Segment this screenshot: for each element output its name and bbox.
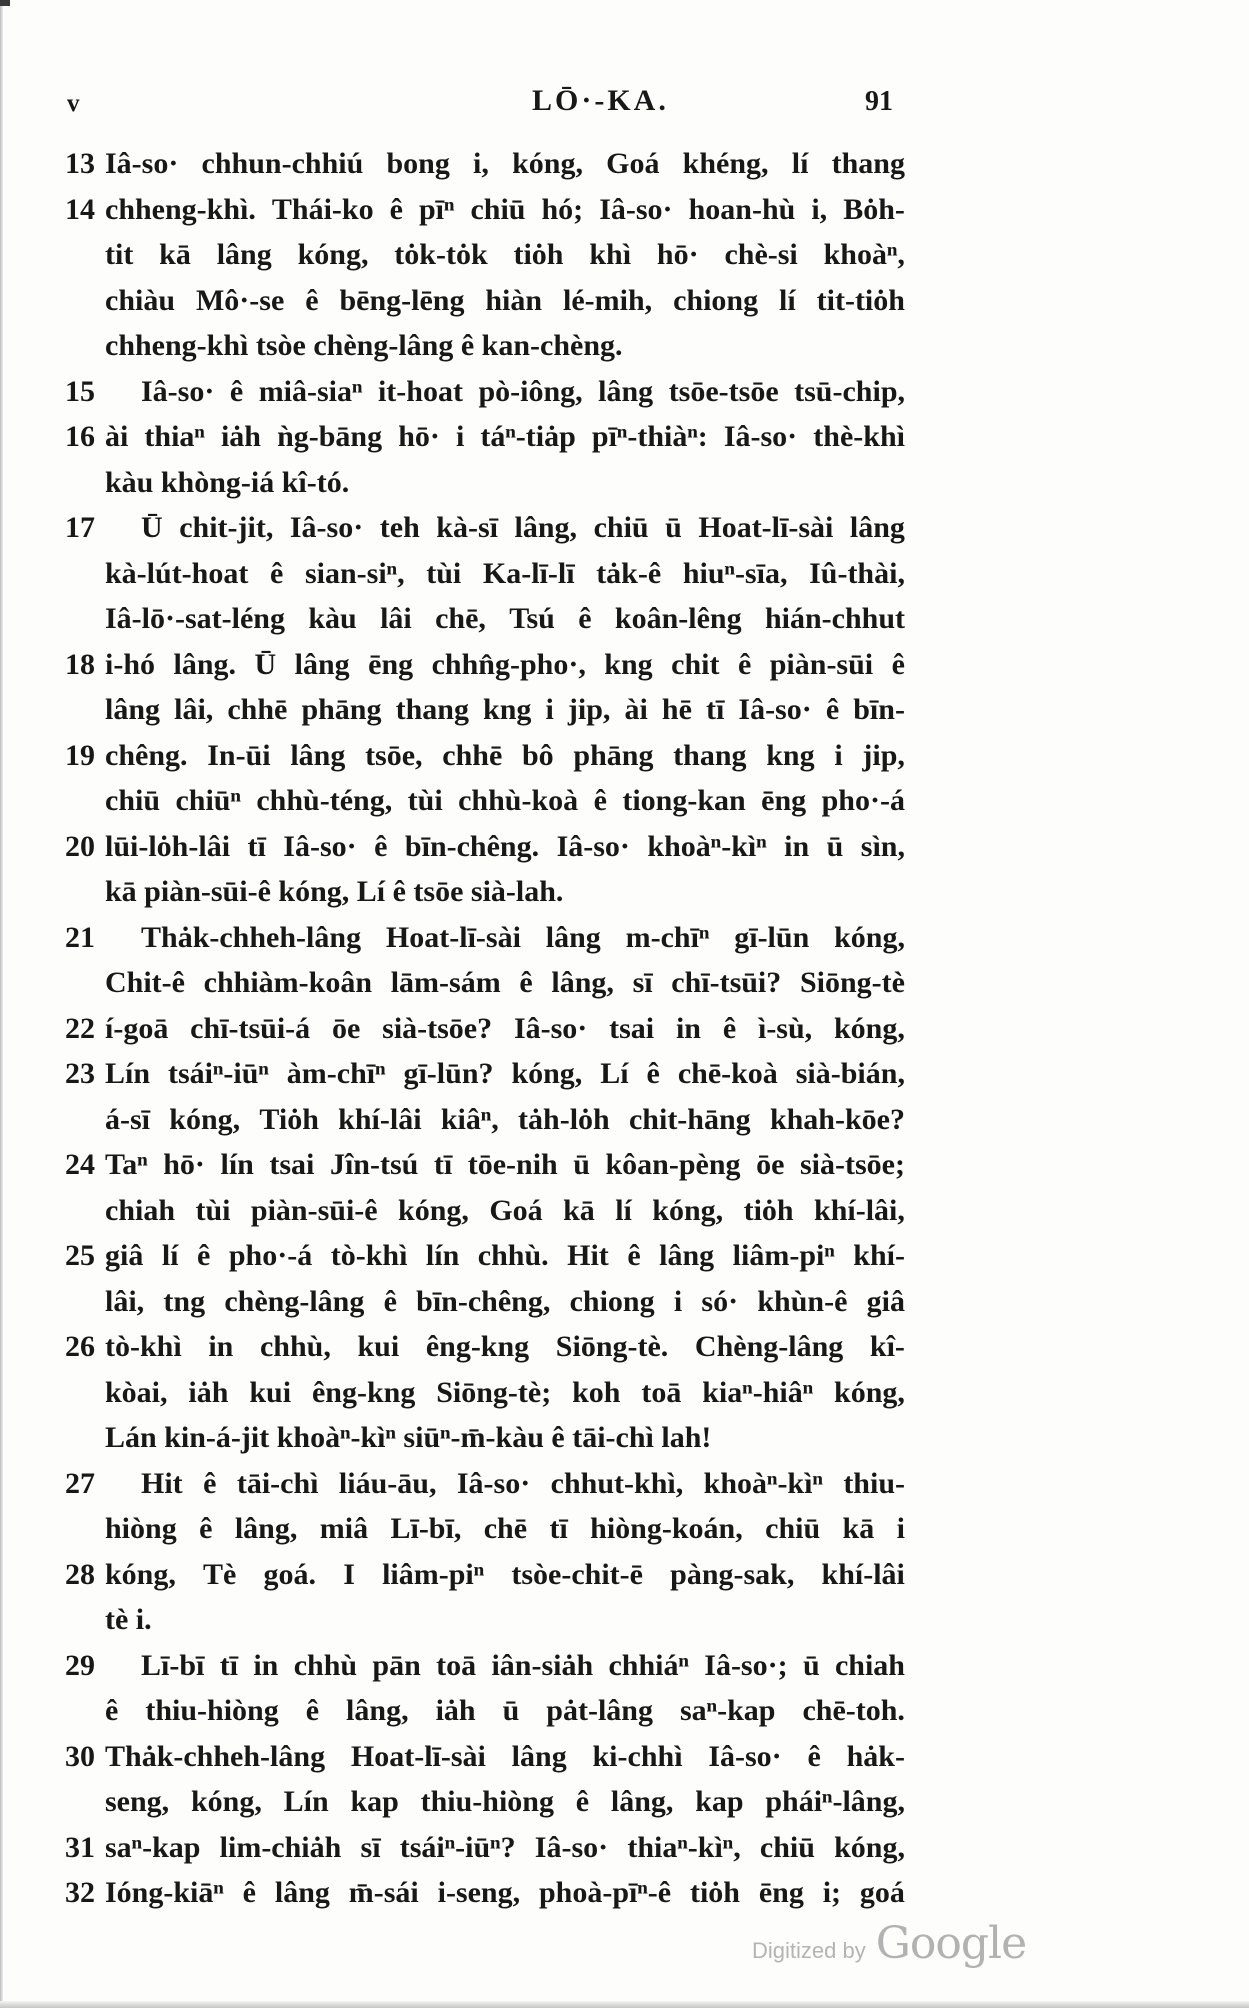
- verse-line: [65, 1188, 905, 1234]
- verse-text: tò-khì in chhù, kui êng-kng Siōng-tè. Chèng-lâng kî-: [105, 1330, 905, 1363]
- scan-corner-artifact: [0, 0, 10, 6]
- verse-text: Taⁿ hō· lín tsai Jîn-tsú tī tōe-nih ū kôan-pèng ōe sià-tsōe;: [105, 1148, 905, 1181]
- verse-text: Thȧk-chheh-lâng Hoat-lī-sài lâng ki-chhì Iâ-so· ê hȧk-: [105, 1739, 905, 1773]
- page-number: 91: [865, 86, 893, 117]
- digitized-footer: [752, 1918, 1026, 1969]
- verse-text: lūi-lȯh-lâi tī Iâ-so· ê bīn-chêng. Iâ-so· khoàⁿ-kìⁿ in ū sìn,: [105, 829, 905, 863]
- verse-text: á-sī kóng, Tiȯh khí-lâi kiâⁿ, tȧh-lȯh chit-hāng khah-kōe?: [105, 1102, 905, 1136]
- verse-line: [65, 1142, 905, 1188]
- verse-text: ê thiu-hiòng ê lâng, iȧh ū pȧt-lâng saⁿ-kap chē-toh.: [105, 1694, 905, 1727]
- verse-number: 30: [65, 1739, 95, 1773]
- verse-line: [65, 1552, 905, 1598]
- verse-text: tè i.: [105, 1603, 152, 1636]
- verse-text: chheng-khì tsòe chèng-lâng ê kan-chèng.: [105, 329, 623, 362]
- verse-text: giâ lí ê pho·-á tò-khì lín chhù. Hit ê lâng liâm-piⁿ khí-: [105, 1239, 905, 1272]
- verse-text: Lī-bī tī in chhù pān toā iân-siȧh chhiáⁿ Iâ-so·; ū chiah: [141, 1648, 905, 1682]
- verse-line: [65, 733, 905, 779]
- verse-number: 24: [65, 1148, 95, 1181]
- verse-text: Iâ-so· ê miâ-siaⁿ it-hoat pò-iông, lâng tsōe-tsōe tsū-chip,: [141, 374, 905, 408]
- scan-edge-left: [0, 0, 3, 2008]
- verse-line: [65, 505, 905, 551]
- verse-line: [65, 1415, 905, 1461]
- verse-number: 29: [65, 1648, 95, 1682]
- verse-line: [65, 1870, 905, 1916]
- verse-text: chiū chiūⁿ chhù-téng, tùi chhù-koà ê tiong-kan ēng pho·-á: [105, 784, 905, 817]
- scan-edge-bottom: [0, 2001, 1249, 2008]
- verse-text: Iâ-so· chhun-chhiú bong i, kóng, Goá khéng, lí thang: [105, 147, 905, 180]
- verse-number: 25: [65, 1239, 95, 1272]
- verse-number: 19: [65, 738, 95, 772]
- verse-text: Ū chit-jit, Iâ-so· teh kà-sī lâng, chiū ū Hoat-lī-sài lâng: [141, 511, 905, 544]
- verse-text: Lín tsáiⁿ-iūⁿ àm-chīⁿ gī-lūn? kóng, Lí ê chē-koà sià-bián,: [105, 1057, 905, 1090]
- verse-text: seng, kóng, Lín kap thiu-hiòng ê lâng, kap pháiⁿ-lâng,: [105, 1785, 905, 1818]
- verse-text: chiàu Mô·-se ê bēng-lēng hiàn lé-mih, chiong lí tit-tiȯh: [105, 283, 905, 317]
- verse-line: [65, 869, 905, 915]
- verse-text: lâng lâi, chhē phāng thang kng i jip, ài hē tī Iâ-so· ê bīn-: [105, 693, 905, 726]
- verse-line: [65, 1734, 905, 1780]
- verse-number: 31: [65, 1830, 95, 1864]
- verse-line: [65, 369, 905, 415]
- verse-text: Thȧk-chheh-lâng Hoat-lī-sài lâng m-chīⁿ gī-lūn kóng,: [141, 920, 905, 954]
- verse-number: 32: [65, 1876, 95, 1909]
- verse-line: [65, 323, 905, 369]
- verse-line: [65, 1825, 905, 1871]
- digitized-by-label: Digitized by: [752, 1938, 866, 1963]
- verse-text: í-goā chī-tsūi-á ōe sià-tsōe? Iâ-so· tsai in ê ì-sù, kóng,: [105, 1011, 905, 1045]
- verse-number: 22: [65, 1011, 95, 1045]
- verse-line: [65, 687, 905, 733]
- verse-line: [65, 1097, 905, 1143]
- verse-text: kā piàn-sūi-ê kóng, Lí ê tsōe sià-lah.: [105, 875, 564, 908]
- header-left-mark: v: [67, 90, 80, 117]
- verse-number: 17: [65, 511, 95, 544]
- verse-number: 26: [65, 1330, 95, 1363]
- page-title: LŌ·-KA.: [532, 84, 669, 117]
- google-logo: Google: [875, 1918, 1027, 1969]
- verse-text: Ióng-kiāⁿ ê lâng m̄-sái i-seng, phoà-pīⁿ-ê tiȯh ēng i; goá: [105, 1876, 905, 1909]
- verse-line: [65, 1597, 905, 1643]
- verse-text: kàu khòng-iá kî-tó.: [105, 465, 350, 499]
- verse-line: [65, 414, 905, 460]
- verse-text: Lán kin-á-jit khoàⁿ-kìⁿ siūⁿ-m̄-kàu ê tāi-chì lah!: [105, 1421, 712, 1454]
- verse-text: kà-lút-hoat ê sian-siⁿ, tùi Ka-lī-lī tȧk-ê hiuⁿ-sīa, Iû-thài,: [105, 556, 905, 590]
- verse-number: 27: [65, 1466, 95, 1500]
- verse-text: kòai, iȧh kui êng-kng Siōng-tè; koh toā kiaⁿ-hiâⁿ kóng,: [105, 1375, 905, 1409]
- verse-line: [65, 824, 905, 870]
- verse-number: 15: [65, 374, 95, 408]
- verse-line: [65, 642, 905, 688]
- verse-text: i-hó lâng. Ū lâng ēng chhn̂g-pho·, kng chit ê piàn-sūi ê: [105, 647, 905, 681]
- verse-line: [65, 1279, 905, 1325]
- verse-text: hiòng ê lâng, miâ Lī-bī, chē tī hiòng-koán, chiū kā i: [105, 1512, 905, 1545]
- verse-number: 21: [65, 920, 95, 954]
- page-header: [65, 84, 905, 126]
- verse-text: tit kā lâng kóng, tȯk-tȯk tiȯh khì hō· chè-si khoàⁿ,: [105, 238, 905, 271]
- verse-text: chheng-khì. Thái-ko ê pīⁿ chiū hó; Iâ-so· hoan-hù i, Bȯh-: [105, 192, 905, 226]
- verse-number: 20: [65, 829, 95, 863]
- verse-text: Chit-ê chhiàm-koân lām-sám ê lâng, sī chī-tsūi? Siōng-tè: [105, 966, 905, 999]
- verse-line: [65, 278, 905, 324]
- verse-line: [65, 1688, 905, 1734]
- verse-line: [65, 960, 905, 1006]
- verse-line: [65, 778, 905, 824]
- verse-line: [65, 1233, 905, 1279]
- verse-text: saⁿ-kap lim-chiȧh sī tsáiⁿ-iūⁿ? Iâ-so· thiaⁿ-kìⁿ, chiū kóng,: [105, 1830, 905, 1864]
- verse-line: [65, 1779, 905, 1825]
- verse-line: [65, 187, 905, 233]
- verse-text: ài thiaⁿ iȧh ǹg-bāng hō· i táⁿ-tiȧp pīⁿ-thiàⁿ: Iâ-so· thè-khì: [105, 420, 905, 453]
- text-block: [65, 141, 905, 1916]
- verse-line: [65, 1051, 905, 1097]
- verse-number: 13: [65, 147, 95, 180]
- verse-text: chiah tùi piàn-sūi-ê kóng, Goá kā lí kóng, tiȯh khí-lâi,: [105, 1193, 905, 1227]
- verse-number: 23: [65, 1057, 95, 1090]
- verse-line: [65, 1461, 905, 1507]
- verse-text: chêng. In-ūi lâng tsōe, chhē bô phāng thang kng i jip,: [105, 738, 905, 772]
- verse-line: [65, 596, 905, 642]
- verse-line: [65, 915, 905, 961]
- verse-line: [65, 1370, 905, 1416]
- verse-line: [65, 1006, 905, 1052]
- verse-line: [65, 141, 905, 187]
- verse-number: 14: [65, 192, 95, 226]
- verse-text: lâi, tng chèng-lâng ê bīn-chêng, chiong i só· khùn-ê giâ: [105, 1284, 905, 1318]
- verse-number: 18: [65, 647, 95, 681]
- verse-text: Hit ê tāi-chì liáu-āu, Iâ-so· chhut-khì, khoàⁿ-kìⁿ thiu-: [141, 1466, 905, 1500]
- verse-text: kóng, Tè goá. I liâm-piⁿ tsòe-chit-ē pàng-sak, khí-lâi: [105, 1557, 905, 1591]
- verse-line: [65, 460, 905, 506]
- verse-number: 28: [65, 1557, 95, 1591]
- verse-line: [65, 1643, 905, 1689]
- verse-line: [65, 232, 905, 278]
- verse-line: [65, 1506, 905, 1552]
- verse-number: 16: [65, 420, 95, 453]
- verse-text: Iâ-lō·-sat-léng kàu lâi chē, Tsú ê koân-lêng hián-chhut: [105, 602, 905, 635]
- verse-line: [65, 551, 905, 597]
- verse-line: [65, 1324, 905, 1370]
